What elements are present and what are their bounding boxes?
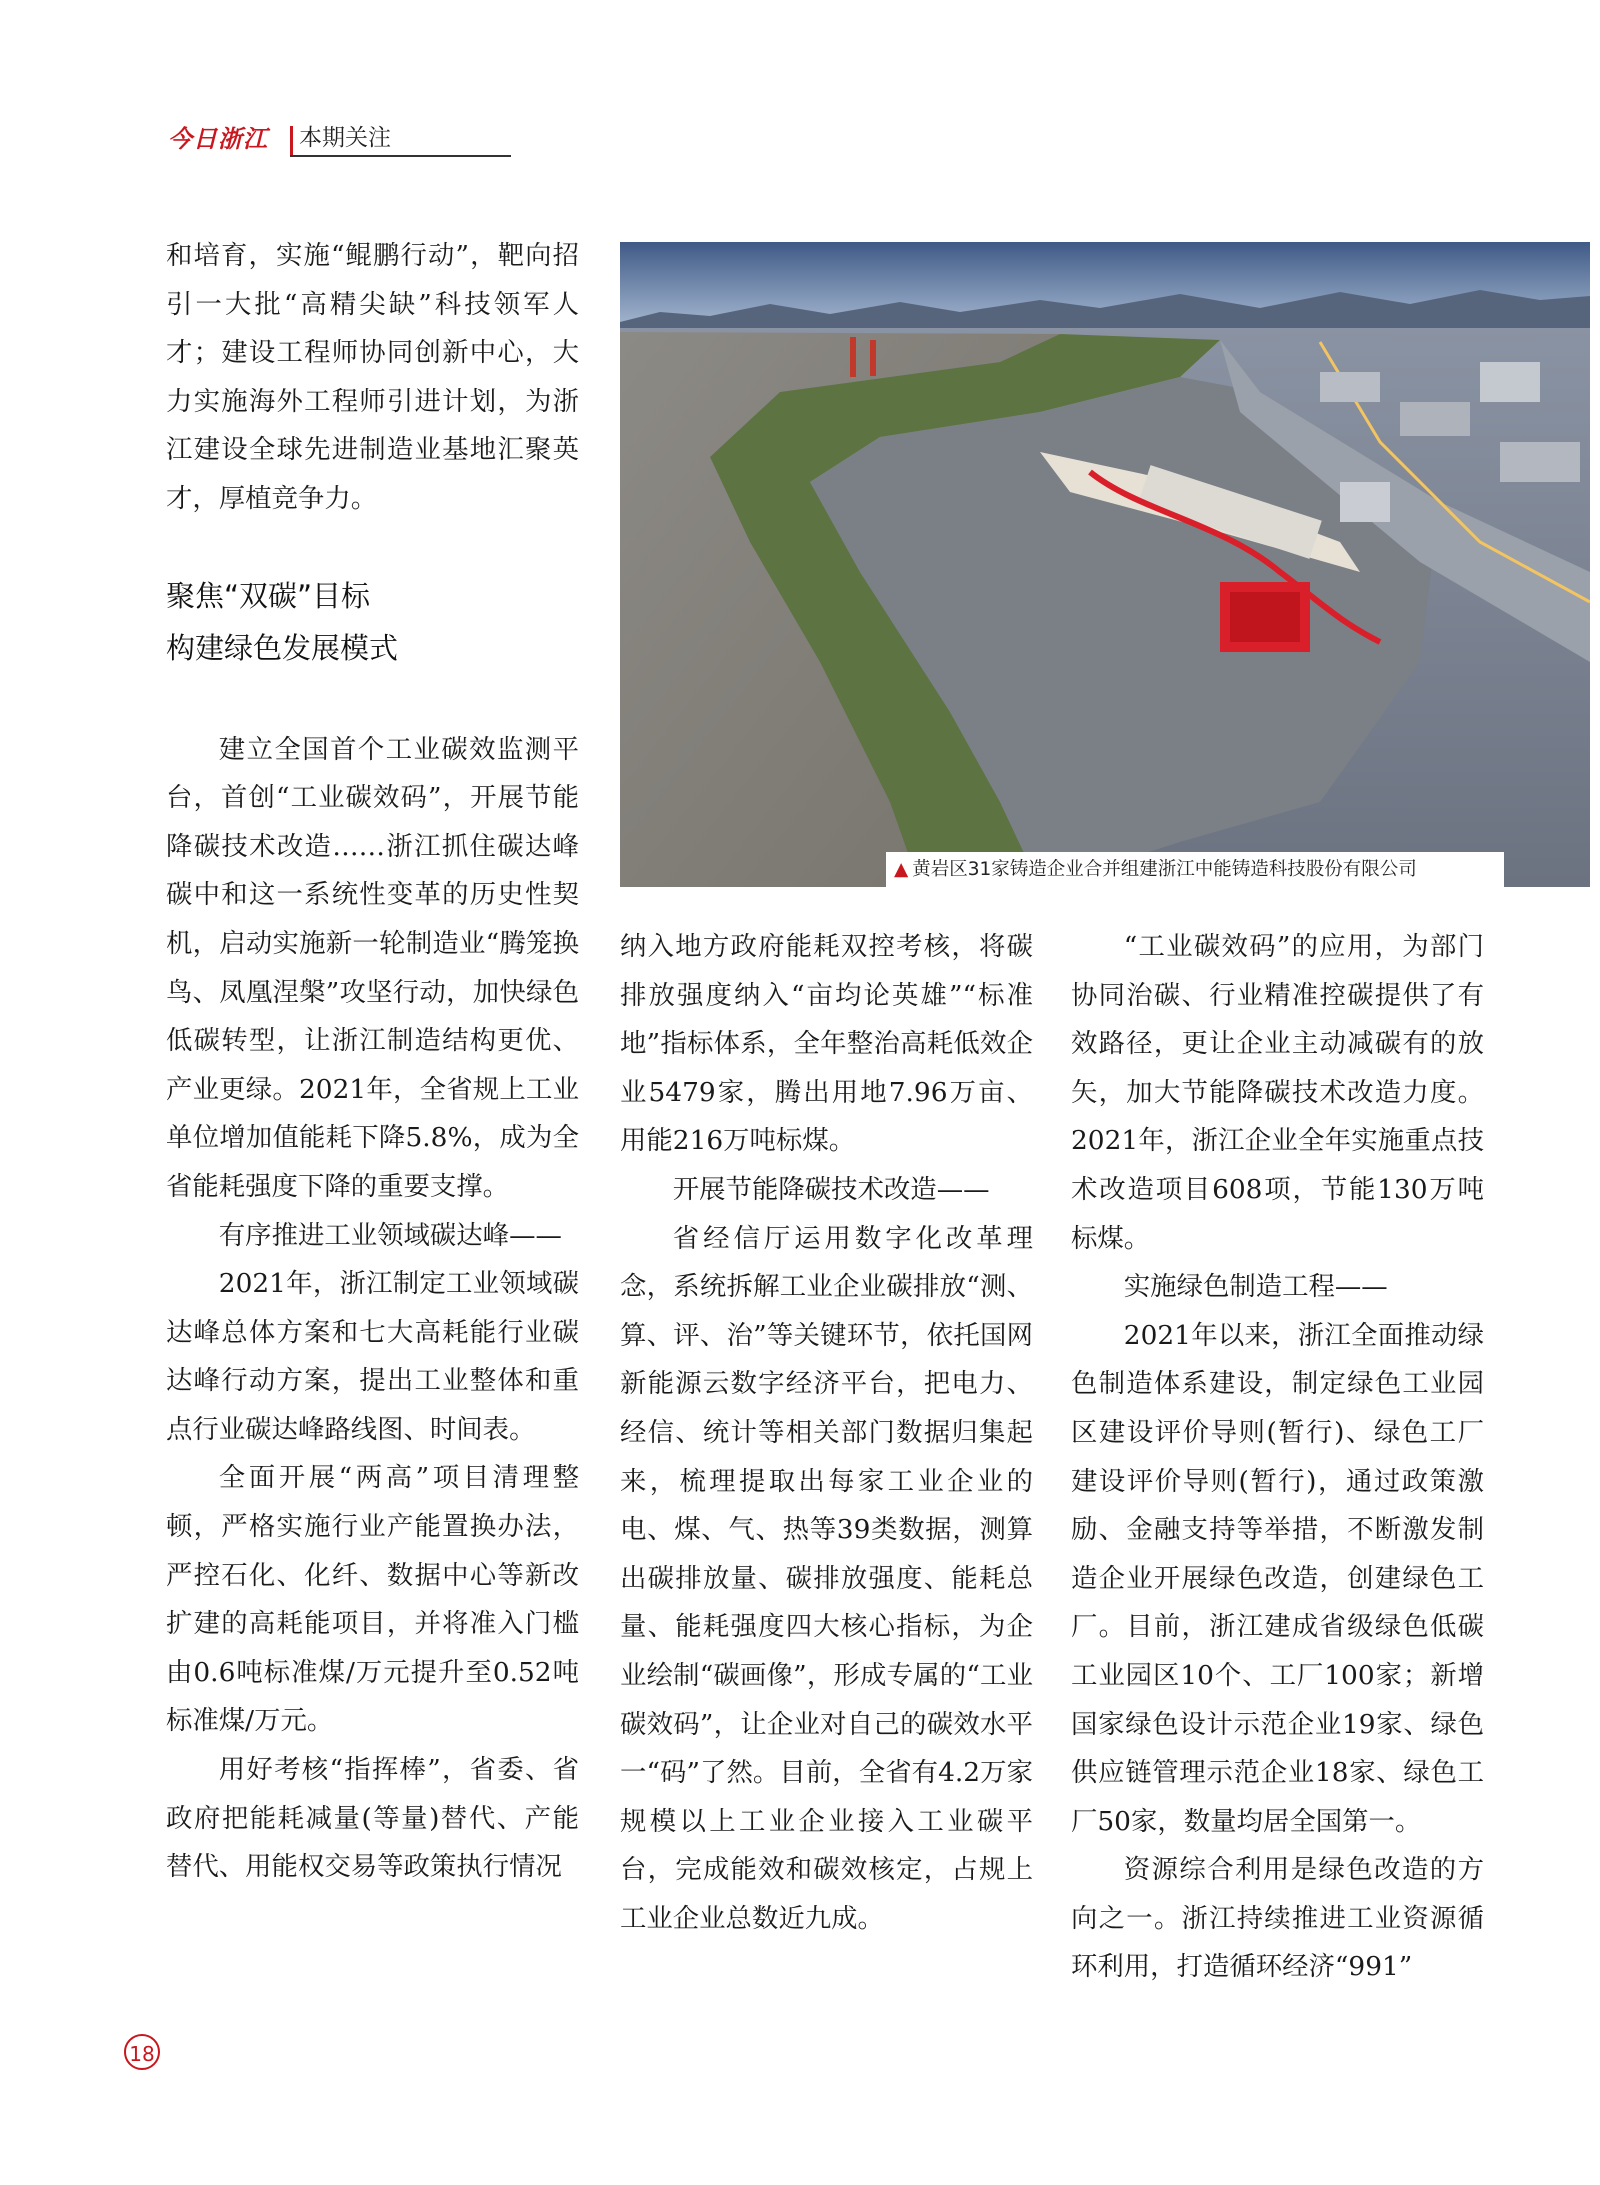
paragraph: 建立全国首个工业碳效监测平台，首创“工业碳效码”，开展节能降碳技术改造……浙江抓住碳达峰碳中和这一系统性变革的历史性契机，启动实施新一轮制造业“腾笼换鸟、凤凰涅槃”攻坚行动，加快绿色低碳转型，让浙江制造结构更优、产业更绿。2021年，全省规上工业单位增加值能耗下降5.8%，成为全省能耗强度下降的重要支撑。 xyxy=(166,733,579,1202)
magazine-logo: 今日浙江 xyxy=(168,124,268,153)
page-number: 18 xyxy=(124,2034,160,2070)
paragraph: 2021年，浙江制定工业领域碳达峰总体方案和七大高耗能行业碳达峰行动方案，提出工业整体和重点行业碳达峰路线图、时间表。 xyxy=(166,1268,579,1445)
photo-caption-box xyxy=(886,852,1504,888)
header-divider xyxy=(290,126,293,156)
aerial-photo xyxy=(620,242,1590,887)
paragraph: 用好考核“指挥棒”，省委、省政府把能耗减量(等量)替代、产能替代、用能权交易等政策执行情况 xyxy=(166,1754,579,1883)
paragraph: 全面开展“两高”项目清理整顿，严格实施行业产能置换办法，严控石化、化纤、数据中心等新改扩建的高耗能项目，并将准入门槛由0.6吨标准煤/万元提升至0.52吨标准煤/万元。 xyxy=(166,1462,579,1737)
aerial-photo-illustration xyxy=(620,242,1590,887)
section-heading-line-1: 聚焦“双碳”目标 xyxy=(166,578,371,613)
paragraph: 纳入地方政府能耗双控考核，将碳排放强度纳入“亩均论英雄”“标准地”指标体系，全年整治高耗低效企业5479家，腾出用地7.96万亩、用能216万吨标煤。 xyxy=(620,931,1033,1157)
column-1 xyxy=(166,232,579,1892)
section-heading xyxy=(166,570,579,674)
column-3 xyxy=(1071,923,1484,1992)
paragraph: 省经信厅运用数字化改革理念，系统拆解工业企业碳排放“测、算、评、治”等关键环节，依托国网新能源云数字经济平台，把电力、经信、统计等相关部门数据归集起来，梳理提取出每家工业企业的电、煤、气、热等39类数据，测算出碳排放量、碳排放强度、能耗总量、能耗强度四大核心指标，为企业绘制“碳画像”，形成专属的“工业碳效码”，让企业对自己的碳效水平一“码”了然。目前，全省有4.2万家规模以上工业企业接入工业碳平台，完成能效和碳效核定，占规上工业企业总数近九成。 xyxy=(620,1222,1033,1934)
section-label: 本期关注 xyxy=(299,125,391,151)
subheading: 开展节能降碳技术改造—— xyxy=(672,1173,990,1205)
paragraph: 资源综合利用是绿色改造的方向之一。浙江持续推进工业资源循环利用，打造循环经济“991” xyxy=(1071,1854,1484,1983)
page-header xyxy=(168,122,511,156)
subheading: 有序推进工业领域碳达峰—— xyxy=(218,1219,562,1251)
subheading: 实施绿色制造工程—— xyxy=(1123,1271,1388,1303)
paragraph: 2021年以来，浙江全面推动绿色制造体系建设，制定绿色工业园区建设评价导则(暂行)、绿色工厂建设评价导则(暂行)，通过政策激励、金融支持等举措，不断激发制造企业开展绿色改造，创建绿色工厂。目前，浙江建成省级绿色低碳工业园区10个、工厂100家；新增国家绿色设计示范企业19家、绿色供应链管理示范企业18家、绿色工厂50家，数量均居全国第一。 xyxy=(1071,1319,1484,1837)
header-rule xyxy=(290,155,511,157)
paragraph: 和培育，实施“鲲鹏行动”，靶向招引一大批“高精尖缺”科技领军人才；建设工程师协同创新中心，大力实施海外工程师引进计划，为浙江建设全球先进制造业基地汇聚英才，厚植竞争力。 xyxy=(166,240,579,514)
photo-caption xyxy=(894,852,1417,888)
paragraph: “工业碳效码”的应用，为部门协同治碳、行业精准控碳提供了有效路径，更让企业主动减碳有的放矢，加大节能降碳技术改造力度。2021年，浙江企业全年实施重点技术改造项目608项，节能130万吨标煤。 xyxy=(1071,931,1484,1254)
caption-triangle-icon: ▲ xyxy=(894,859,909,880)
column-2 xyxy=(620,923,1033,1943)
photo-caption-text: 黄岩区31家铸造企业合并组建浙江中能铸造科技股份有限公司 xyxy=(912,859,1417,880)
section-heading-line-2: 构建绿色发展模式 xyxy=(166,630,399,665)
